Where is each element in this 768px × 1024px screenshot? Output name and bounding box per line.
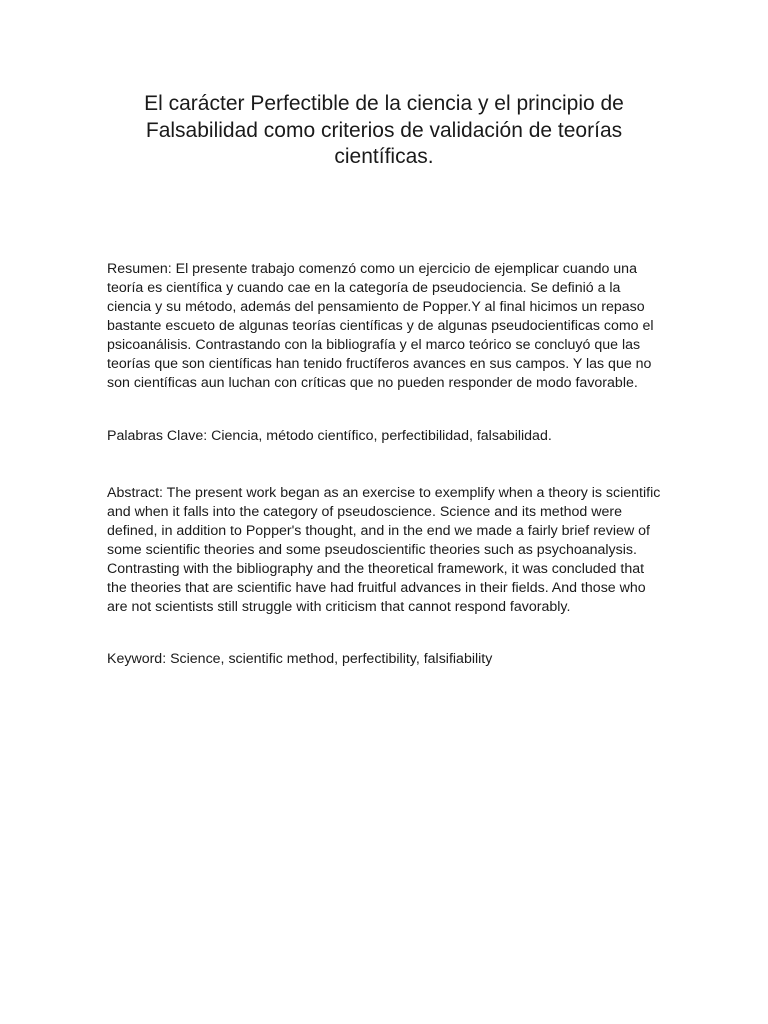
resumen-paragraph: Resumen: El presente trabajo comenzó como un ejercicio de ejemplicar cuando una teoría es científica y cuando cae en la categoría de pseudociencia. Se definió a la ciencia y su método, además del pensamiento de Popper.Y al final hicimos un repaso bastante escueto de algunas teorías científicas y de algunas pseudocientificas como el psicoanálisis. Contrastando con la bibliografía y el marco teórico se concluyó que las teorías que son científicas han tenido fructíferos avances en sus campos. Y las que no son científicas aun luchan con críticas que no pueden responder de modo favorable.: [107, 261, 654, 391]
abstract-paragraph: Abstract: The present work began as an exercise to exemplify when a theory is scientific and when it falls into the category of pseudoscience. Science and its method were defined, in addition to Popper's thought, and in the end we made a fairly brief review of some scientific theories and some pseudoscientific theories such as psychoanalysis. Contrasting with the bibliography and the theoretical framework, it was concluded that the theories that are scientific have had fruitful advances in their fields. And those who are not scientists still struggle with criticism that cannot respond favorably.: [107, 485, 661, 615]
keyword-paragraph: Keyword: Science, scientific method, perfectibility, falsifiability: [107, 651, 493, 667]
palabras-clave-paragraph: Palabras Clave: Ciencia, método científico, perfectibilidad, falsabilidad.: [107, 428, 552, 444]
document-title: El carácter Perfectible de la ciencia y el principio de Falsabilidad como criterios de validación de teorías científicas.: [144, 92, 624, 168]
